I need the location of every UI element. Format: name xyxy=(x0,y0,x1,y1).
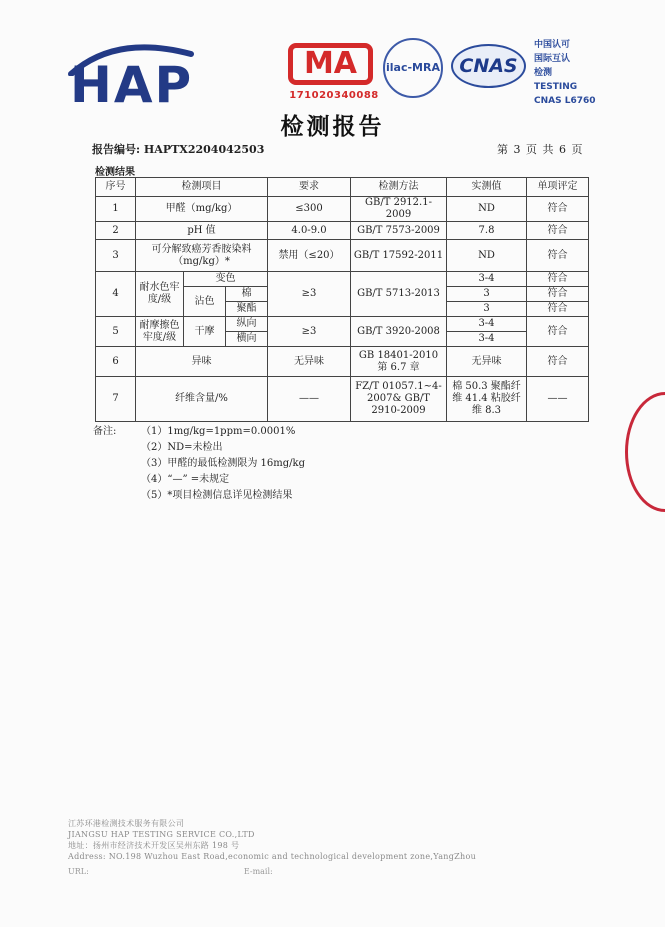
ilac-mra-logo: ilac-MRA xyxy=(383,38,443,98)
table-header-row xyxy=(96,178,589,197)
cell-value: 棉 50.3 聚酯纤维 41.4 粘胶纤维 8.3 xyxy=(447,377,527,422)
recog-line-2: 国际互认 xyxy=(534,54,571,64)
recog-line-5: CNAS L6760 xyxy=(534,96,596,106)
cell-verdict: 符合 xyxy=(527,240,589,272)
footer-email-label: E-mail: xyxy=(243,867,273,876)
cell-subitem: 干摩 xyxy=(184,317,226,347)
ma-logo: MA xyxy=(288,43,373,85)
header-cell: 实测值 xyxy=(447,178,527,197)
footer xyxy=(68,818,476,862)
results-table xyxy=(95,177,589,422)
cell-verdict: 符合 xyxy=(527,302,589,317)
cell-req: ≥3 xyxy=(268,272,351,317)
recog-line-3: 检测 xyxy=(534,68,553,78)
cell-method: GB/T 3920-2008 xyxy=(351,317,447,347)
footer-company-en: JIANGSU HAP TESTING SERVICE CO.,LTD xyxy=(68,830,255,839)
cell-req: —— xyxy=(268,377,351,422)
cell-method: GB/T 17592-2011 xyxy=(351,240,447,272)
cell-item: 纤维含量/% xyxy=(136,377,268,422)
cell-value: 3-4 xyxy=(447,317,527,332)
cell-item: 甲醛（mg/kg） xyxy=(136,197,268,222)
cell-item: 异味 xyxy=(136,347,268,377)
cnas-logo: CNAS xyxy=(451,44,526,88)
red-seal-stamp-icon xyxy=(625,392,665,512)
header-cell: 单项评定 xyxy=(527,178,589,197)
cell-value: ND xyxy=(447,240,527,272)
cell-method: FZ/T 01057.1~4-2007& GB/T 2910-2009 xyxy=(351,377,447,422)
cell-method: GB/T 7573-2009 xyxy=(351,222,447,240)
note-item: （5）*项目检测信息详见检测结果 xyxy=(141,490,293,501)
cell-no: 5 xyxy=(96,317,136,347)
report-number-value: HAPTX2204042503 xyxy=(143,143,265,156)
cell-verdict: 符合 xyxy=(527,222,589,240)
cell-no: 6 xyxy=(96,347,136,377)
note-item: （4）“—” =未规定 xyxy=(141,474,230,485)
cell-item: 可分解致癌芳香胺染料（mg/kg）* xyxy=(136,240,268,272)
cell-verdict: 符合 xyxy=(527,272,589,287)
report-title: 检测报告 xyxy=(280,114,385,140)
cell-req: ≤300 xyxy=(268,197,351,222)
section-title: 检测结果 xyxy=(95,167,135,178)
cell-value: 无异味 xyxy=(447,347,527,377)
header-cell: 检测项目 xyxy=(136,178,268,197)
table-row xyxy=(96,347,589,377)
cell-req: ≥3 xyxy=(268,317,351,347)
cell-value: 3 xyxy=(447,287,527,302)
cell-method: GB/T 2912.1-2009 xyxy=(351,197,447,222)
footer-company-cn: 江苏环港检测技术服务有限公司 xyxy=(68,819,185,828)
cell-item: pH 值 xyxy=(136,222,268,240)
table-row xyxy=(96,317,589,332)
cell-value: 7.8 xyxy=(447,222,527,240)
footer-contact xyxy=(68,867,628,876)
cell-req: 4.0-9.0 xyxy=(268,222,351,240)
notes-label: 备注: xyxy=(93,426,117,437)
header-cell: 检测方法 xyxy=(351,178,447,197)
recog-line-1: 中国认可 xyxy=(534,40,571,50)
cell-value: 3 xyxy=(447,302,527,317)
cell-no: 7 xyxy=(96,377,136,422)
cell-subitem: 纵向 xyxy=(226,317,268,332)
report-number-label: 报告编号: xyxy=(92,143,141,156)
header-cell: 要求 xyxy=(268,178,351,197)
note-item: （1）1mg/kg=1ppm=0.0001% xyxy=(141,426,296,437)
footer-address-cn: 地址：扬州市经济技术开发区吴州东路 198 号 xyxy=(68,841,240,850)
cell-value: 3-4 xyxy=(447,272,527,287)
header-cell: 序号 xyxy=(96,178,136,197)
cell-verdict: 符合 xyxy=(527,197,589,222)
table-row xyxy=(96,197,589,222)
ma-number: 171020340088 xyxy=(289,90,379,101)
cell-req: 无异味 xyxy=(268,347,351,377)
footer-url-label: URL: xyxy=(68,867,89,876)
cell-subitem: 棉 xyxy=(226,287,268,302)
cell-item: 耐摩擦色牢度/级 xyxy=(136,317,184,347)
cell-verdict: 符合 xyxy=(527,287,589,302)
table-row xyxy=(96,272,589,287)
cell-subitem: 横向 xyxy=(226,332,268,347)
cell-no: 4 xyxy=(96,272,136,317)
note-item: （2）ND=未检出 xyxy=(141,442,223,453)
cell-item: 耐水色牢度/级 xyxy=(136,272,184,317)
cell-verdict: 符合 xyxy=(527,317,589,347)
cell-no: 1 xyxy=(96,197,136,222)
recog-line-4: TESTING xyxy=(534,82,578,92)
cell-value: 3-4 xyxy=(447,332,527,347)
cell-subitem: 变色 xyxy=(184,272,268,287)
cell-verdict: 符合 xyxy=(527,347,589,377)
report-number xyxy=(92,141,264,157)
notes xyxy=(93,424,305,504)
cell-subitem: 聚酯 xyxy=(226,302,268,317)
cell-method: GB 18401-2010 第 6.7 章 xyxy=(351,347,447,377)
table-row xyxy=(96,377,589,422)
table-row xyxy=(96,222,589,240)
page-info: 第 3 页 共 6 页 xyxy=(497,143,584,156)
cnas-recognition-text xyxy=(534,38,596,108)
footer-address-en: Address: NO.198 Wuzhou East Road,economic and technological development zone,YangZhou xyxy=(68,852,477,861)
cell-method: GB/T 5713-2013 xyxy=(351,272,447,317)
cell-no: 3 xyxy=(96,240,136,272)
cell-value: ND xyxy=(447,197,527,222)
table-row xyxy=(96,240,589,272)
note-item: （3）甲醛的最低检测限为 16mg/kg xyxy=(141,458,305,469)
cell-subitem: 沾色 xyxy=(184,287,226,317)
cell-req: 禁用（≤20） xyxy=(268,240,351,272)
cell-verdict: —— xyxy=(527,377,589,422)
hap-logo: HAP xyxy=(70,56,194,114)
cell-no: 2 xyxy=(96,222,136,240)
